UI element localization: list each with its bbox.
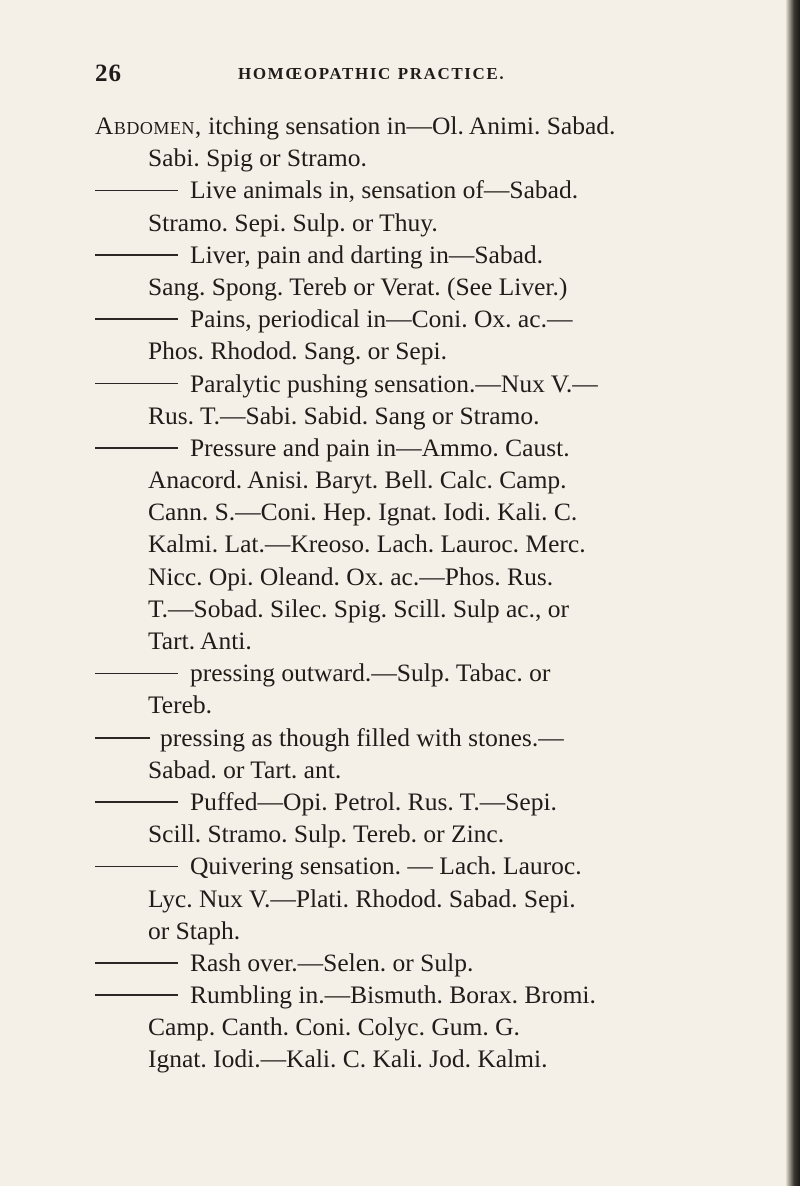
entry-first-line <box>95 110 745 142</box>
line-text: Puffed—Opi. Petrol. Rus. T.—Sepi. <box>190 786 557 816</box>
page-number: 26 <box>95 60 122 87</box>
subentry-line <box>95 174 745 206</box>
line-text: Tart. Anti. <box>148 626 252 655</box>
line-text: Scill. Stramo. Sulp. Tereb. or Zinc. <box>148 819 505 849</box>
page-header <box>95 60 695 94</box>
line-text: Rus. T.—Sabi. Sabid. Sang or Stramo. <box>148 400 540 430</box>
continuation-line <box>95 528 745 560</box>
line-text: T.—Sobad. Silec. Spig. Scill. Sulp ac., or <box>148 593 569 623</box>
line-text: Rumbling in.—Bismuth. Borax. Bromi. <box>190 980 596 1010</box>
line-text: pressing outward.—Sulp. Tabac. or <box>190 658 551 688</box>
line-text: Ignat. Iodi.—Kali. C. Kali. Jod. Kalmi. <box>148 1044 548 1074</box>
subentry-line <box>95 368 745 400</box>
continuation-line <box>95 271 745 303</box>
entry-lines <box>95 142 745 1075</box>
continuation-line <box>95 883 745 915</box>
line-text: Tereb. <box>148 690 213 720</box>
continuation-line <box>95 561 745 593</box>
line-text: Sabi. Spig or Stramo. <box>148 143 367 173</box>
line-text: Kalmi. Lat.—Kreoso. Lach. Lauroc. Merc. <box>148 529 586 559</box>
ditto-dash <box>95 254 178 256</box>
line-text: Cann. S.—Coni. Hep. Ignat. Iodi. Kali. C. <box>148 497 578 527</box>
line-text: or Staph. <box>148 915 241 945</box>
ditto-dash <box>95 801 178 803</box>
ditto-dash <box>95 318 178 320</box>
entry-first-line-text: itching sensation in—Ol. Animi. Sabad. <box>201 111 616 140</box>
line-text: Pains, periodical in—Coni. Ox. ac.— <box>190 304 573 334</box>
body-text <box>95 110 745 1076</box>
continuation-line <box>95 464 745 496</box>
continuation-line <box>95 335 745 367</box>
ditto-dash <box>95 962 178 964</box>
continuation-line <box>95 1011 745 1043</box>
line-text: Nicc. Opi. Oleand. Ox. ac.—Phos. Rus. <box>148 561 554 591</box>
continuation-line <box>95 754 745 786</box>
ditto-dash <box>95 673 178 675</box>
ditto-dash <box>95 737 150 739</box>
continuation-line <box>95 818 745 850</box>
line-text: pressing as though filled with stones.— <box>160 722 564 752</box>
ditto-dash <box>95 190 178 192</box>
page-gutter-edge <box>786 0 800 1186</box>
ditto-dash <box>95 994 178 996</box>
ditto-dash <box>95 447 178 449</box>
subentry-line <box>95 239 745 271</box>
subentry-line <box>95 947 745 979</box>
line-text: Quivering sensation. — Lach. Lauroc. <box>190 851 582 881</box>
subentry-line <box>95 786 745 818</box>
line-text: Liver, pain and darting in—Sabad. <box>190 239 544 269</box>
line-text: Anacord. Anisi. Baryt. Bell. Calc. Camp. <box>148 465 567 495</box>
continuation-line <box>95 1043 745 1075</box>
running-head: HOMŒOPATHIC PRACTICE. <box>238 64 506 83</box>
line-text: Sabad. or Tart. ant. <box>148 754 342 784</box>
line-text: Sang. Spong. Tereb or Verat. (See Liver.) <box>148 271 568 301</box>
subentry-line <box>95 850 745 882</box>
entry-heading: Abdomen, <box>95 111 202 140</box>
continuation-line <box>95 915 745 947</box>
line-text: Pressure and pain in—Ammo. Caust. <box>190 432 570 462</box>
continuation-line <box>95 496 745 528</box>
subentry-line <box>95 303 745 335</box>
subentry-line <box>95 979 745 1011</box>
subentry-line <box>95 432 745 464</box>
line-text: Stramo. Sepi. Sulp. or Thuy. <box>148 207 438 237</box>
ditto-dash <box>95 383 178 385</box>
continuation-line <box>95 142 745 174</box>
line-text: Lyc. Nux V.—Plati. Rhodod. Sabad. Sepi. <box>148 883 576 913</box>
continuation-line <box>95 625 745 657</box>
line-text: Phos. Rhodod. Sang. or Sepi. <box>148 336 447 366</box>
line-text: Paralytic pushing sensation.—Nux V.— <box>190 368 598 398</box>
subentry-line <box>95 657 745 689</box>
ditto-dash <box>95 866 178 868</box>
line-text: Camp. Canth. Coni. Colyc. Gum. G. <box>148 1012 520 1042</box>
continuation-line <box>95 593 745 625</box>
line-text: Rash over.—Selen. or Sulp. <box>190 947 474 977</box>
line-text: Live animals in, sensation of—Sabad. <box>190 175 579 205</box>
continuation-line <box>95 207 745 239</box>
continuation-line <box>95 400 745 432</box>
continuation-line <box>95 689 745 721</box>
subentry-line <box>95 722 745 754</box>
